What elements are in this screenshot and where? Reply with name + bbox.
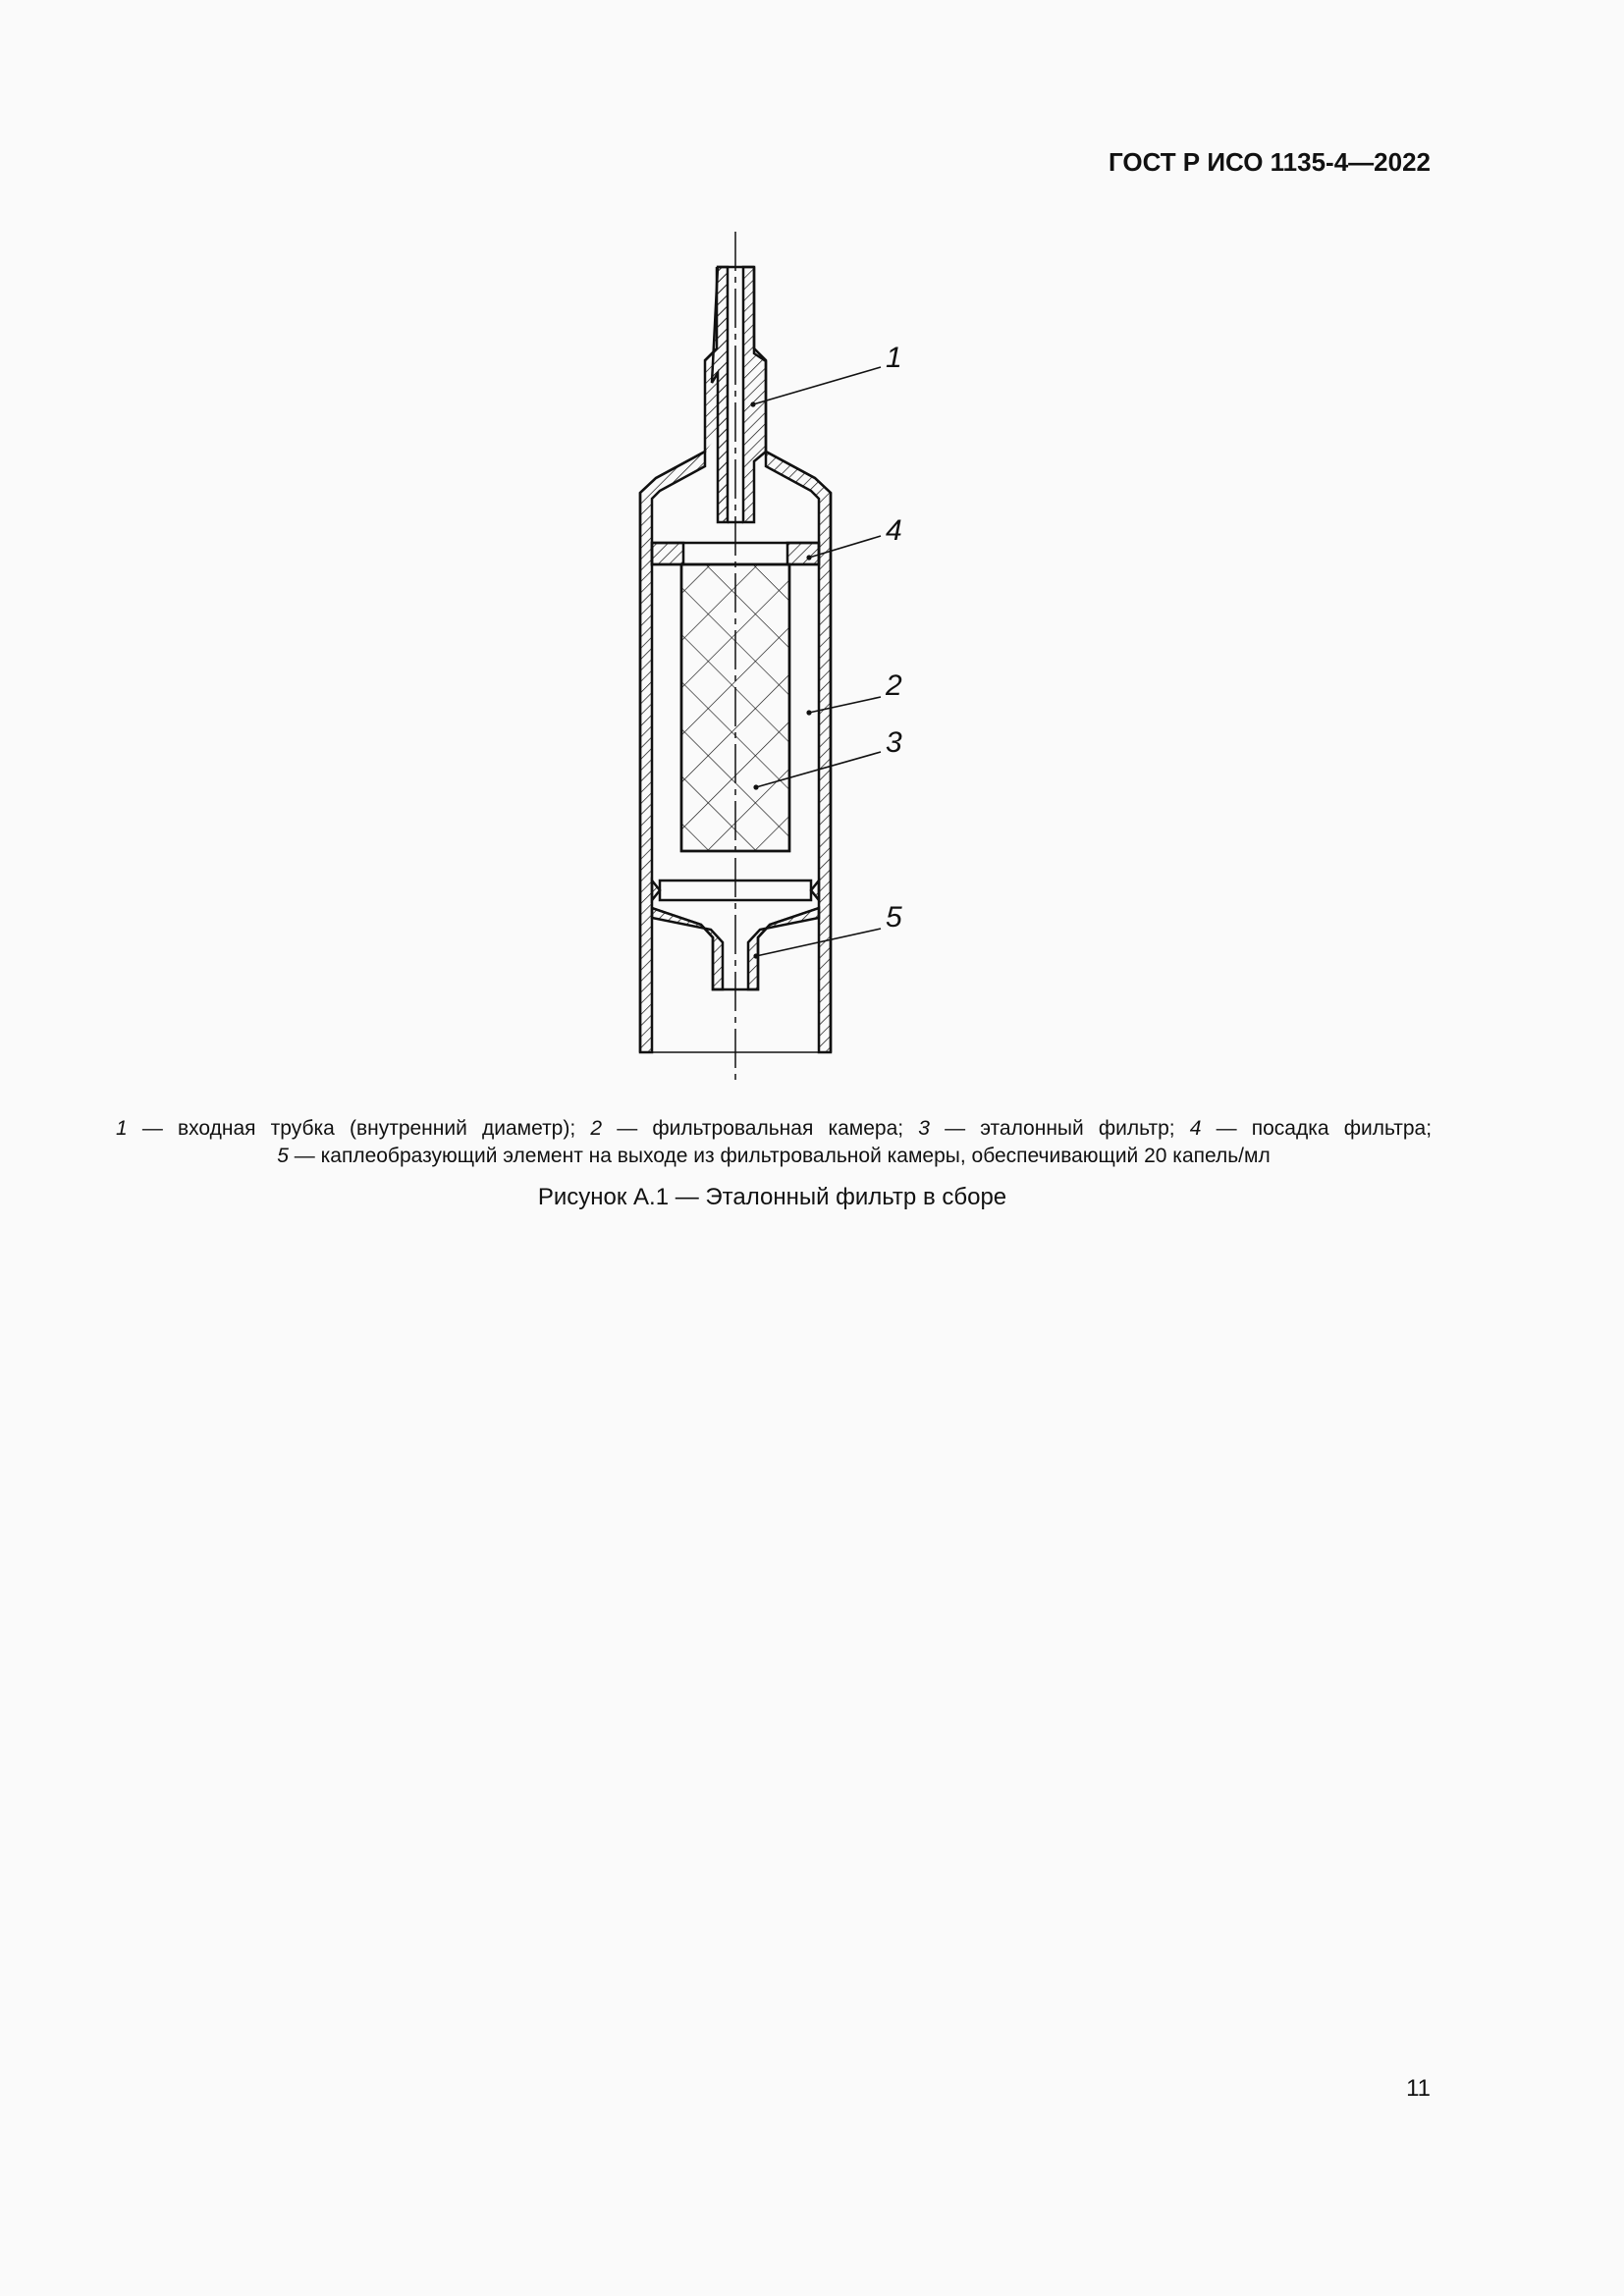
filter-assembly-drawing <box>579 221 972 1085</box>
legend-item: 4 — посадка фильтра; <box>1189 1117 1433 1140</box>
callout-2: 2 <box>886 669 902 702</box>
legend-item: 1 — входная трубка (внутренний диаметр); <box>116 1117 576 1140</box>
callout-4: 4 <box>886 514 902 547</box>
callout-3: 3 <box>886 726 902 759</box>
drawing-geometry <box>640 232 881 1080</box>
legend-line-1 <box>116 1115 1432 1143</box>
legend-item: 5 — каплеобразующий элемент на выходе из фильтровальной камеры, обеспечивающий 20 капель/мл <box>277 1145 1271 1167</box>
legend-item: 2 — фильтровальная камера; <box>590 1117 904 1140</box>
page-number: 11 <box>1406 2075 1431 2102</box>
callout-1: 1 <box>886 342 902 374</box>
document-code: ГОСТ Р ИСО 1135-4—2022 <box>1108 147 1431 177</box>
legend-line-2 <box>116 1143 1432 1170</box>
legend-item: 3 — эталонный фильтр; <box>918 1117 1175 1140</box>
figure-caption: Рисунок А.1 — Эталонный фильтр в сборе <box>537 1184 1007 1210</box>
figure-legend <box>116 1115 1432 1170</box>
callout-5: 5 <box>886 901 902 934</box>
